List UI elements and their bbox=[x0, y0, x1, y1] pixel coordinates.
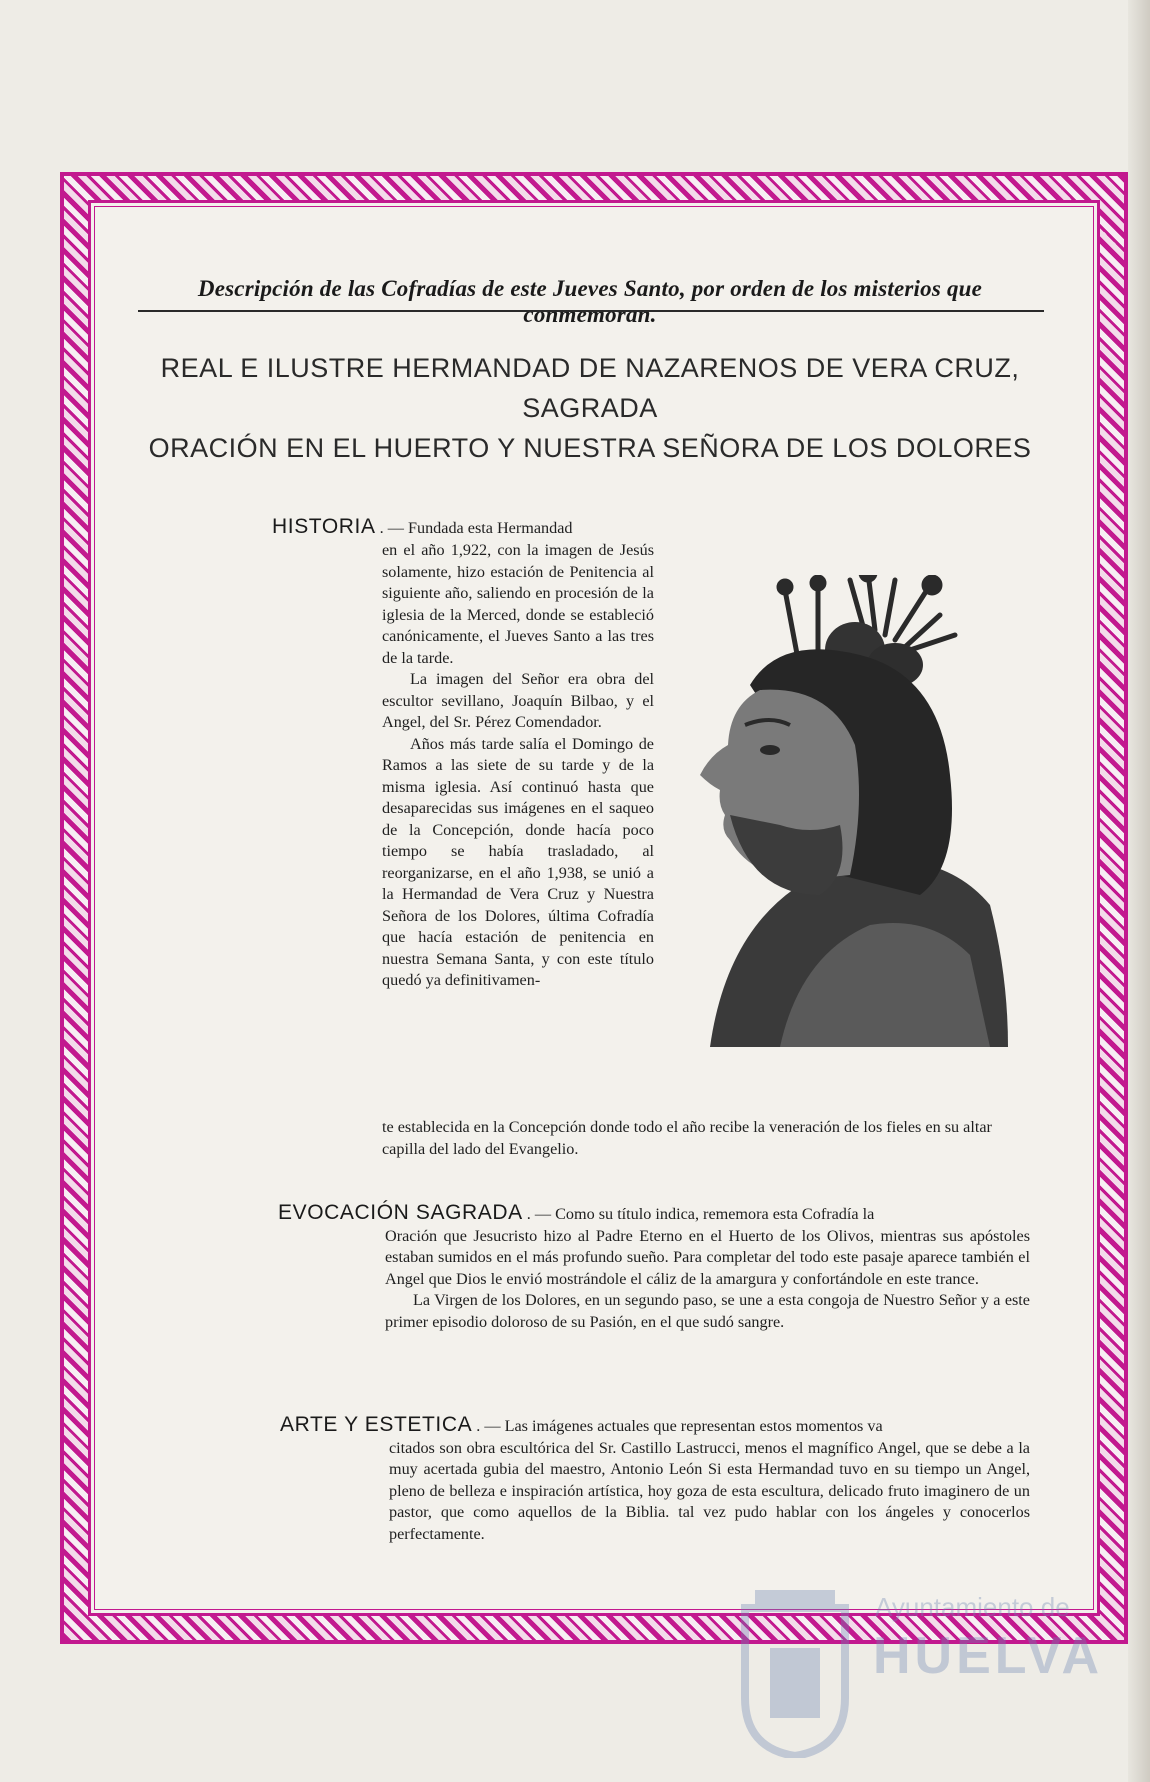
evocacion-paragraph-1: Oración que Jesucristo hizo al Padre Eterno en el Huerto de los Olivos, mientras sus apóstoles estaban sumidos en el más profundo sueño. Para completar del todo este pasaje aparece también el Angel que Dios le envió mostrándole el cáliz de la amargura y confortándole en este trance. bbox=[385, 1226, 1030, 1288]
historia-column bbox=[382, 540, 654, 992]
historia-paragraph-3: Años más tarde salía el Domingo de Ramos a las siete de su tarde y de la misma iglesia. Así continuó hasta que desaparecidas sus imágenes en el saqueo de la Concepción, donde hacía poco tiempo se había trasladado, al reorganizarse, en el año 1,938, se unió a la Hermandad de Vera Cruz y Nuestra Señora de los Dolores, última Cofradía que hacía estación de penitencia en nuestra Semana Santa, y con este título quedó ya definitivamen- bbox=[382, 734, 654, 989]
historia-lead: . — Fundada esta Hermandad bbox=[379, 519, 573, 537]
watermark-line-1: Ayuntamiento de bbox=[875, 1592, 1070, 1622]
historia-paragraph-2: La imagen del Señor era obra del escultor sevillano, Joaquín Bilbao, y el Angel, del Sr. Pérez Comendador. bbox=[382, 670, 654, 731]
arte-section bbox=[280, 1414, 1030, 1545]
historia-paragraph-1: en el año 1,922, con la imagen de Jesús solamente, hizo estación de Penitencia al siguiente año, saliendo en procesión de la iglesia de la Merced, donde se estableció canónicamente, el Jueves Santo a las tres de la tarde. bbox=[382, 541, 654, 667]
arte-label: ARTE Y ESTETICA bbox=[280, 1413, 473, 1436]
evocacion-paragraph-2: La Virgen de los Dolores, en un segundo paso, se une a esta congoja de Nuestro Señor y a este primer episodio doloroso de su Pasión, en el que sudó sangre. bbox=[385, 1291, 1030, 1331]
watermark-line-2: HUELVA bbox=[873, 1627, 1104, 1685]
historia-heading bbox=[272, 516, 692, 540]
header-rule bbox=[138, 310, 1044, 312]
historia-paragraph-3-tail: te establecida en la Concepción donde todo el año recibe la veneración de los fieles en su altar capilla del lado del Evangelio. bbox=[382, 1118, 992, 1158]
evocacion-lead: . — Como su título indica, rememora esta Cofradía la bbox=[526, 1205, 875, 1223]
title-line-1: REAL E ILUSTRE HERMANDAD DE NAZARENOS DE VERA CRUZ, SAGRADA bbox=[160, 353, 1020, 423]
page-edge bbox=[1128, 0, 1150, 1782]
christ-portrait-image bbox=[690, 575, 1008, 1047]
watermark bbox=[735, 1588, 1104, 1758]
historia-label: HISTORIA bbox=[272, 515, 376, 538]
arte-paragraph-1: citados son obra escultórica del Sr. Castillo Lastrucci, menos el magnífico Angel, que se debe a la muy acertada gubia del maestro, Antonio León Si esta Hermandad tuvo en su tiempo un Angel, pleno de belleza e inspiración artística, hoy goza de esta escultura, delicado fruto imaginero de un pastor, que como aquellos de la Biblia. tal vez pudo hablar con los ángeles y conocerlos perfectamente. bbox=[389, 1438, 1030, 1543]
huelva-shield-icon bbox=[735, 1588, 855, 1758]
evocacion-section bbox=[278, 1202, 1030, 1333]
page-title bbox=[110, 348, 1070, 468]
title-line-2: ORACIÓN EN EL HUERTO Y NUESTRA SEÑORA DE LOS DOLORES bbox=[148, 433, 1032, 463]
header-subtitle: Descripción de las Cofradías de este Jueves Santo, por orden de los misterios que conmemoran. bbox=[197, 276, 983, 327]
evocacion-label: EVOCACIÓN SAGRADA bbox=[278, 1201, 523, 1224]
arte-lead: . — Las imágenes actuales que representan estos momentos va bbox=[476, 1417, 883, 1435]
